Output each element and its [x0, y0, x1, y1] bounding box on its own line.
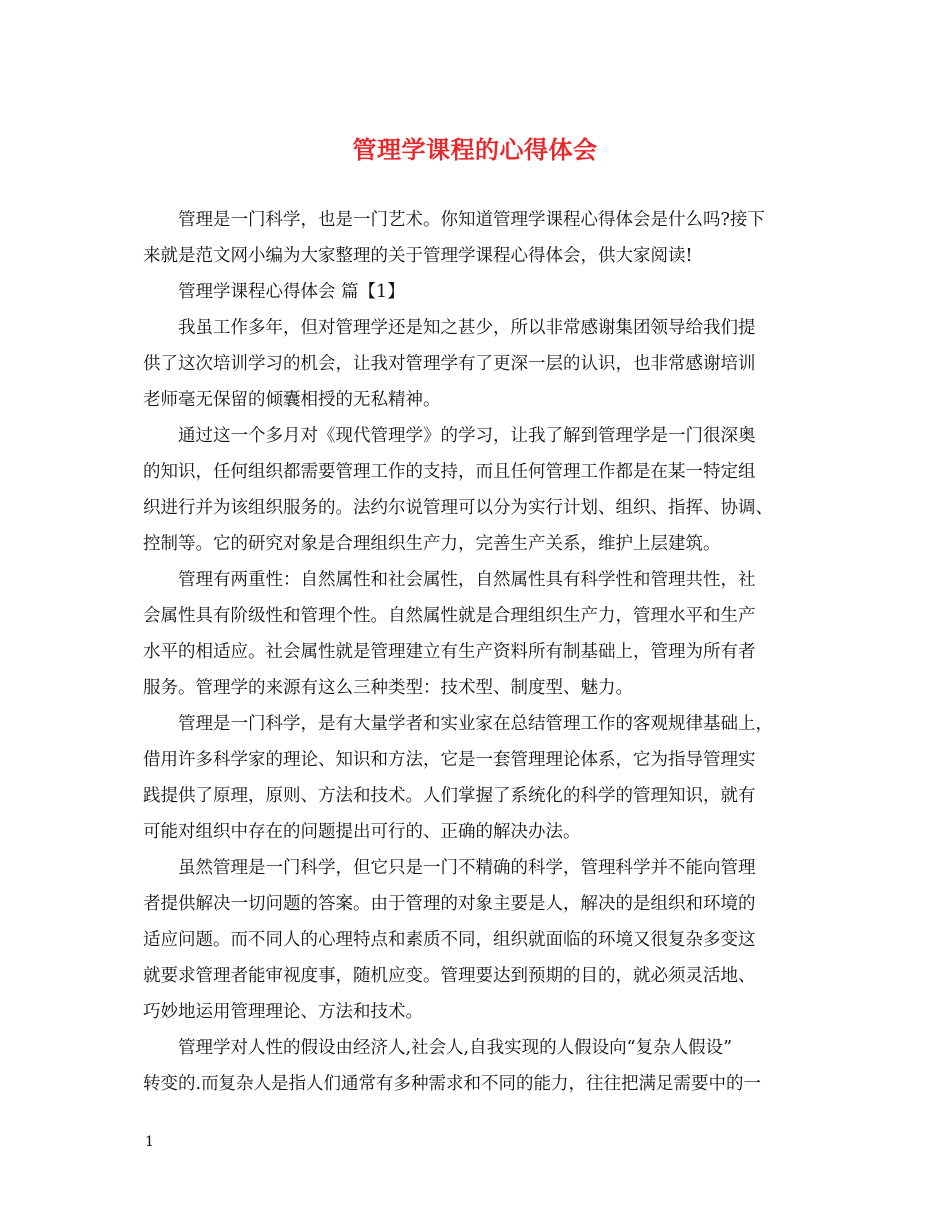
- body-line: 管理是一门科学，也是一门艺术。你知道管理学课程心得体会是什么吗?接下: [178, 210, 765, 230]
- body-line: 巧妙地运用管理理论、方法和技术。: [143, 1002, 423, 1022]
- body-line: 通过这一个多月对《现代管理学》的学习，让我了解到管理学是一门很深奥: [178, 426, 756, 446]
- body-line: 供了这次培训学习的机会，让我对管理学有了更深一层的认识，也非常感谢培训: [143, 354, 756, 374]
- page-number: 1: [145, 1134, 154, 1150]
- body-line: 会属性具有阶级性和管理个性。自然属性就是合理组织生产力，管理水平和生产: [143, 606, 756, 626]
- body-line: 虽然管理是一门科学，但它只是一门不精确的科学，管理科学并不能向管理: [178, 858, 756, 878]
- body-line: 管理学对人性的假设由经济人,社会人,自我实现的人假设向“复杂人假设”: [178, 1038, 733, 1058]
- body-line: 来就是范文网小编为大家整理的关于管理学课程心得体会，供大家阅读!: [143, 246, 693, 266]
- body-line: 我虽工作多年，但对管理学还是知之甚少，所以非常感谢集团领导给我们提: [178, 318, 756, 338]
- body-line: 控制等。它的研究对象是合理组织生产力，完善生产关系，维护上层建筑。: [143, 534, 721, 554]
- body-line: 践提供了原理，原则、方法和技术。人们掌握了系统化的科学的管理知识，就有: [143, 786, 756, 806]
- body-line: 者提供解决一切问题的答案。由于管理的对象主要是人，解决的是组织和环境的: [143, 894, 756, 914]
- body-line: 老师毫无保留的倾囊相授的无私精神。: [143, 390, 441, 410]
- body-line: 的知识，任何组织都需要管理工作的支持，而且任何管理工作都是在某一特定组: [143, 462, 756, 482]
- body-line: 织进行并为该组织服务的。法约尔说管理可以分为实行计划、组织、指挥、协调、: [143, 498, 773, 518]
- body-line: 管理有两重性：自然属性和社会属性，自然属性具有科学性和管理共性，社: [178, 570, 756, 590]
- body-line: 适应问题。而不同人的心理特点和素质不同，组织就面临的环境又很复杂多变这: [143, 930, 756, 950]
- body-line: 转变的.而复杂人是指人们通常有多种需求和不同的能力，往往把满足需要中的一: [143, 1074, 762, 1094]
- body-line: 服务。管理学的来源有这么三种类型：技术型、制度型、魅力。: [143, 678, 633, 698]
- body-line: 可能对组织中存在的问题提出可行的、正确的解决办法。: [143, 822, 581, 842]
- body-line: 就要求管理者能审视度事，随机应变。管理要达到预期的目的，就必须灵活地、: [143, 966, 756, 986]
- body-line: 借用许多科学家的理论、知识和方法，它是一套管理理论体系，它为指导管理实: [143, 750, 756, 770]
- body-line: 水平的相适应。社会属性就是管理建立有生产资料所有制基础上，管理为所有者: [143, 642, 756, 662]
- document-title: 管理学课程的心得体会: [352, 135, 598, 164]
- body-line: 管理是一门科学，是有大量学者和实业家在总结管理工作的客观规律基础上，: [178, 714, 773, 734]
- section-heading: 管理学课程心得体会 篇【1】: [178, 282, 405, 302]
